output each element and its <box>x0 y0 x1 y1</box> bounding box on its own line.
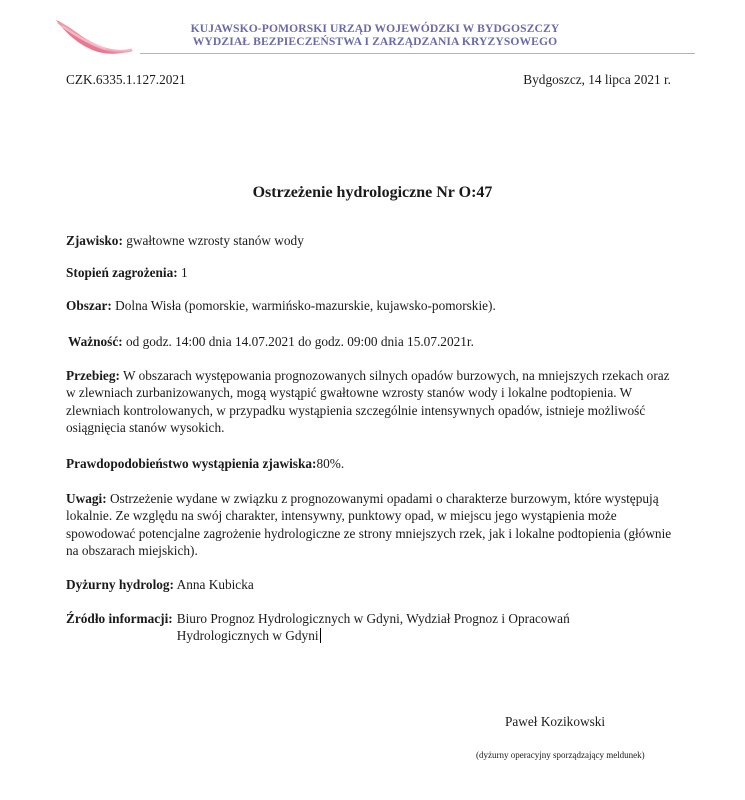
field-obszar <box>66 297 678 314</box>
field-label: Obszar: <box>66 298 112 313</box>
field-value: od godz. 14:00 dnia 14.07.2021 do godz. 09:00 dnia 15.07.2021r. <box>122 334 474 349</box>
field-label: Zjawisko: <box>66 233 123 248</box>
field-label: Dyżurny hydrolog: <box>66 577 174 592</box>
field-waznosc <box>68 333 680 350</box>
field-value: Anna Kubicka <box>174 577 254 592</box>
field-label: Stopień zagrożenia: <box>66 265 178 280</box>
field-label: Prawdopodobieństwo wystąpienia zjawiska: <box>66 456 317 471</box>
org-name-line2: WYDZIAŁ BEZPIECZEŃSTWA I ZARZĄDZANIA KRYZYSOWEGO <box>192 35 558 48</box>
field-label: Źródło informacji: <box>66 611 173 626</box>
field-dyzurny-hydrolog <box>66 576 678 593</box>
document-title: Ostrzeżenie hydrologiczne Nr O:47 <box>252 184 493 201</box>
field-value: gwałtowne wzrosty stanów wody <box>122 233 304 248</box>
field-value: Ostrzeżenie wydane w związku z prognozowanymi opadami o charakterze burzowym, które występują lokalnie. Ze względu na swój charakter, intensywny, punktowy opad, w miejscu jego wystąpienia może spowodować potencjalne zagrożenie hydrologiczne ze strony mniejszych rzek, jak i lokalne podtopienia (głównie na obszarach miejskich). <box>66 491 672 558</box>
field-label: Ważność: <box>68 334 123 349</box>
signature-name: Paweł Kozikowski <box>505 714 606 729</box>
field-value-wrapper[interactable] <box>177 610 647 645</box>
signature-role: (dyżurny operacyjny sporządzający meldunek) <box>476 750 645 760</box>
field-label: Przebieg: <box>66 368 120 383</box>
field-label: Uwagi: <box>66 491 107 506</box>
feather-quill-icon <box>52 16 136 58</box>
header-divider <box>140 53 695 54</box>
org-name-line1: KUJAWSKO-POMORSKI URZĄD WOJEWÓDZKI W BYDGOSZCZY <box>190 22 560 35</box>
field-zjawisko <box>66 232 678 249</box>
field-zrodlo-informacji <box>66 610 678 645</box>
field-przebieg <box>66 367 678 436</box>
reference-number: CZK.6335.1.127.2021 <box>66 72 186 87</box>
field-stopien-zagrozenia <box>66 264 678 281</box>
field-value: 1 <box>177 265 188 280</box>
field-prawdopodobienstwo <box>66 455 678 472</box>
field-value: Biuro Prognoz Hydrologicznych w Gdyni, Wydział Prognoz i Opracowań Hydrologicznych w Gdyni <box>176 611 570 644</box>
field-value: 80%. <box>316 456 345 471</box>
organization-header <box>140 22 610 48</box>
place-date: Bydgoszcz, 14 lipca 2021 r. <box>523 72 671 87</box>
field-value: Dolna Wisła (pomorskie, warmińsko-mazurskie, kujawsko-pomorskie). <box>111 298 496 313</box>
field-uwagi <box>66 490 678 559</box>
field-value: W obszarach występowania prognozowanych silnych opadów burzowych, na mniejszych rzekach oraz w zlewniach zurbanizowanych, mogą wystąpić gwałtowne wzrosty stanów wody i lokalne podtopienia. W zlewniach kontrolowanych, w przypadku wystąpienia szczególnie intensywnych opadów, istnieje możliwość osiągnięcia stanów wysokich. <box>66 368 670 435</box>
text-cursor <box>320 628 321 643</box>
